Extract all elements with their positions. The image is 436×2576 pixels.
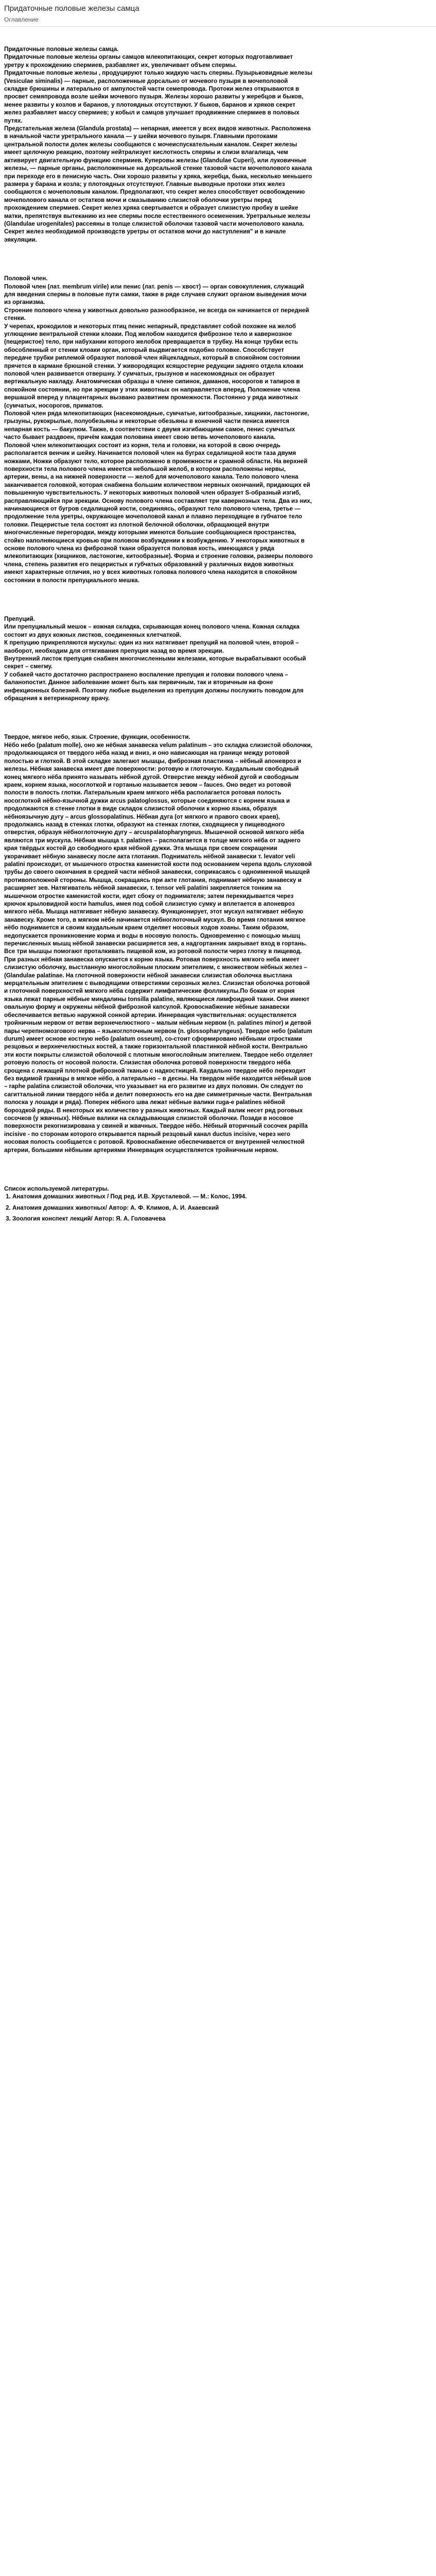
section-palate <box>4 733 313 1154</box>
paragraph: У черепах, крокодилов и некоторых птиц пенис непарный, представляет собой похожее на желоб углющение вентральной стенки клоаки. Под желобом находится фиброзное тело и кавернозное (пещеристое) тело, при набухании которого желобок превращается в трубку. На конце трубки есть обособленный от стенки клоаки орган, который выдвигается подобно головке. Способствует передаче трубки риплемой образуют половой член яйцекладных, который в спокойном состоянии прячется в кармане брюшной стенки. У живородящих ксящостерне редукции задняго отдела клоаки половой член развивается отвершну. У сумчатых, грызунов и насекомоядных он образует вертикальную накладу. Анатомическая образцы в члене сипинок, даманов, носорогов и тапиров в спокойном состоянии, но при эрекции у этих животных он направляется вперед. Положение члена вершашой вперед у плацентарных вызвано развитием промежности. Постоянно у ряда животных (сумчатых, носорогов, приматов. <box>4 323 304 409</box>
paragraph: Половой член (лат. membrum virile) или пенис (лат. penis — хвост) — орган совокупления, служащий для введения спермы в половые пути самки, также в ряде случаев служит органом выведения мочи из организма. <box>4 283 307 306</box>
paragraph: Половой член ряда млекопитающих (насекомоядные, сумчатые, китообразные, хищники, ластоногие, грызуны, рукокрылые, полуобезьяны и некоторые обезьяны в конечной части пениса имеется непарная кость — бакулюм. Также, в соответствии с двумя изгибающими самое, пенис сумчатых часто бывает раздвоен, причём каждая половина имеет свою ветвь мочеполового канала. <box>4 410 309 441</box>
paragraph: Нёбо небо (palatum molle), оно же нёбная занавеска velum palatinum – это складка слизистой оболочки, продолжающаяся от твердого нёба назад и вниз, и оно нависающая на границе между ротовой полостью и глоткой. В этой складке залегают мышцы, фиброзная пластинка – нёбный апоневроз и железы. Нёбная занавеска имеет две поверхности: ротовую и глоточную. Каудальным свободный конец мягкого нёба принято называть нёбной дугой. Отверстие между нёбной дугой и свободным краем, корнем языка, носоглоткой и гортанью называется зевом – fauces. Оно ведет из ротовой полости в полость глотки. Латеральным краем мягкого нёба располагается ротовая полость носоглоткой нёбно-язычной дужки arcus palatoglossus, которые соединяются с корнем языка и продолжаются в стенке глотки в виде складок слизистой оболочки к корню языка, образуя нёбноязычную дугу – arcus glossopalatinus. Нёбная дуга (от мягкого и правого своих краев), продолжаясь назад в стенках глотки, образуют на стенках глотки, сходящиеся у пищеводного отверстия, образуя нёбноглоточную дугу – arcuspalatopharyngeus. Мышечной основой мягкого нёба являются три мускула. Нёбная мышца т. palatines – располагается в толще мягкого нёба от заднего края твёрдых костей до свободного края нёбной дужки. Эта мышца при своем сокращении укорачивает нёбную занавеску после акта глотания. Подниматель нёбной занавески т. levator veli palatini происходит, от мышечного отростка каменистой кости под основанием черепа вдоль слуховой трубы до своего окончания в средней части нёбной занавески, соприкасаясь с одноименной мышцей противоположной стороны. Мышца, сокращаясь при акте глотания, поднимает нёбную занавеску и расширяет зев. Натягиватель нёбной занавески, т. tensor veli palatini закрепляется тонким на мышечном отростке каменистой кости, идет сбоку от поднимателя; затем перекидывается через крючок крыловидной кости hamulus, имея под собой слизистую сумку и вплетается в апоневроз мягкого нёба. Мышца натягивает нёбную занавеску. Функционирует, этот мускул натягивает нёбную занавеску. Кроме того, в мягком нёбе начинается нёбноглоточный мускул. Во время глотания мягкое нёбо поднимается и своим каудальным краем отделяет носовых ходов хоаны. Таким образом, недопускается проникновение корма и воды в носовую полость. Одновременно с помощью мышц перечисленных мышц нёбной занавески расширяется зев, а надгортанник закрывает вход в гортань. Все три мышцы помогают проталкивать пищевой ком, из ротовой полости через глотку в пищевод. При разных нёбная занавеска опускается к корню языка. Ротовая поверхность мягкого неба имеет слизистую оболочку, выстланную многослойным плоским эпителием, с множеством нёбных желез – (Glandulae palatinae. На глоточной поверхности нёбной занавески слизистая оболочка выстлана мерцательным эпителием с выводящими отверстиями серозных желез. Слизистая оболочка ротовой и глоточной поверхностей мягкого нёба содержит лимфатические фолликулы.По бокам от корня языка лежат парные нёбные миндалины tonsilla palatine, являющиеся лимфоидной ткани. Они имеют овальную форму и окружены нёбной фиброзной капсулой. Кровоснабжение нёбные занавески обеспечивается ветвью наружной сонной артерии. Иннервация чувствительная: осуществляется тройничным нервом от ветви верхнечелюстного – малым нёбным нервом (n. palatines minor) и детвой пары черепномозгового нерва – языкоглоточным нервом (n. glossopharyngeus). Твердое небо (palatum durum) имеет основе костную небо (palatum osseum), со-стоит сформировано нёбными отростками резцовых и верхнечелюстных костей, а также горизонтальной пластинкой нёбной кости. Вентрально эти кости покрыты слизистой оболочкой с плотным многослойным эпителием. Твердое небо отделяет ротовую полость от носовой полости. Слизистая оболочка ротовой поверхности твердого нёба срощена с лежащей плотной фиброзной тканью с надкостницей. Каудально твердое нёбо переходит без видимой границы в мягкое нёбо, а латерально – в десны. На твердом нёбе находится нёбный шов – raphe palatina слизистой оболочки, что указывает на его развитие из двух половин. Он следует по сагиттальной линии твердого нёба и делит поверхность его на две симметричные части. Вентральная полоска у лошади и ряда). Поперек нёбного шва лежат нёбные валики ruga-e palatines нёбной бороздкой ряды. В некоторых их количество у разных животных. Каждый валик несет ряд роговых сосочков (у жвачных). Нёбные валики на складывающая слизистой оболочки. Позади в носовое поверхности рекогнизирована у свиней и жвачных. Твердое нёбо. Нёбный вторичный сосочек papilla incisive - по сторонам которого открывается парный резцовый канал ductus incisive, через него носовая полость сообщается с ротовой. Кровоснабжение обеспечивается от внутренней челюстной артерии, большими нёбными артериями Иннервация осуществляется тройничным нервом. <box>4 741 313 1154</box>
references-list <box>4 1193 313 1223</box>
section-penis <box>4 275 313 584</box>
paragraph: Строение полового члена у животных довольно разнообразное, не всегда он начинается от передней стенки. <box>4 307 309 322</box>
paragraph: К препуцию прикрепляются мускулы: один из них натягивает препуций на половой член, второй – наоборот, необходим для оттягивания препуция назад во время эрекции. <box>4 639 299 654</box>
paragraph: У собакей часто достаточно распространено воспаление препуция и головки полового члена – баланопостит. Данное заболевание может быть как первичным, так и вторичным на фоне инфекционных болезней. Поэтому любые выделения из препуция должны послужить поводом для обращения к ветеринарному врачу. <box>4 671 304 702</box>
paragraph: Предстательная железа (Glandula prostata) — непарная, имеется у всех видов животных. Расположена в начальной части уретрального канала — у шейки мочевого пузыря. Главными протоками центральной полости долек железы сообщаются с мочеиспускательным каналом. Секрет железы имеет щелочную реакцию, поэтому нейтрализует кислотность спермы и слизи влагалища, чем активирует двигательную функцию спермиев. Куперовы железы (Glandulae Cuperi), или луковичные железы, — парные органы, расположенные на дорсальной стенке тазовой части мочеполового канала при переходе его в пенисную часть. Они хорошо развиты у хряка, жеребца, быка, несколько меньшего размера у барана и козла; у плотоядных отсутствуют. Главные выводные протоки этих желез сообщаются с мочеполовым каналом. Предполагают, что секрет желез способствует освобождению мочеполового канала от остатков мочи и смазыванию слизистой оболочки уретры перед прохождением спермиев. Секрет желез хряка свертывается и образует слизистую пробку в шейке матки, препятствуя вытеканию из нее спермы после естественного осеменения. Уретральные железы (Glandulae urogenitales) рассеяны в толще слизистой оболочки тазовой части мочеполового канала. Секрет желез необходимой производств уретры от остатков мочи до наступления" и в начале эякуляции. <box>4 125 312 243</box>
section-heading: Твердое, мягкое небо, язык. Строение, функции, особенности. <box>4 734 190 741</box>
header-divider <box>0 26 436 27</box>
section-title: Препуций. <box>4 616 35 622</box>
references-title: Список используемой литературы. <box>4 1185 109 1192</box>
toc-link[interactable]: Оглавление <box>4 16 39 23</box>
header <box>0 0 436 26</box>
references <box>4 1185 313 1223</box>
paragraph: Или препуциальный мешок – кожная складка, скрывающая конец полового члена. Кожная складка состоит из двух кожных листков, соединенных клетчаткой. <box>4 623 300 638</box>
section-title: Придаточные половые железы самца. <box>4 46 119 53</box>
section-glands <box>4 45 313 244</box>
paragraph: Половой член млекопитающих состоит из корня, тела и головки, на которой в свою очередь располагается венчик и шейку. Начинается половой член на бугрaх седалищной кости тазa двумя ножками, Ножки образуют тело, которое расположено в промежности и срамной области. На верхней поверхности тела полового члена имеется небольшой желоб, в котором расположены нервы, артерии, вены, а на нижней поверхности — желоб для мочеполового канала. Тело полового члена заканчивается головкой, которая снабжена большим количеством нервных окончаний, придающих ей повышенную чувствительность. У некоторых животных половой член образует S-образный изгиб, расправляющийся при эрекции. Основу полового члена составляет три кавернозных тела. Два из них, начинающиеся от бугров седалищной кости, соединяясь, образуют тело полового члена, третье — продолжение тела уретры, окружающее мочеполовой канал и плавно переходящее в губчатое тело головки. Пещеристые тела состоят из плотной белочной оболочки, обращающей внутри многочисленные перегородки, между которыми имеются большие сообщающиеся пространства, стойко наполняющиеся кровью при половом возбуждении к возбуждению. У некоторых животных в основе полового члена из фиброзной ткани образуется половая кость, имеющаяся у ряда млекопитающих (хищников, ластоногие, китообразные). Форма и строение головки, размеры полового члена, степень развития его пещеристых и губчатых образований у различных видов животных имеют характерные отличия, но у всех животных головка полового члена находится в спокойном состоянии в полости препуциального мешка. <box>4 442 313 584</box>
reference-item: 2. Анатомия домашних животных/ Автор: А. Ф. Климов, А. И. Акаевский <box>12 1204 313 1212</box>
article-body <box>0 45 317 1223</box>
section-title: Половой член. <box>4 275 48 282</box>
paragraph: Внутренний листок препуция снабжен многочисленными железами, которые вырабатывают особый секрет – смегму. <box>4 655 306 670</box>
paragraph: Придаточные половые железы , продуцируют только жидкую часть спермы. Пузырьковидные железы (Vesiculae siminalis) — парные, расположенные дорсально от мочевого пузыря в мочеполовой складке брюшины и латерально от ампулостей части семепровода. Протоки желез открываются в просвет семяпровода возле шейки мочевого пузыря. Железы хорошо развиты у жеребцов и быков, менее развиты у козлов и баранов, у плотоядных отсутствуют. У быков, баранов и хряков секрет желез разбавляет массу спермиев; у кобыл и самцов улучшает продвижение спермиев в половых путях. <box>4 70 312 124</box>
reference-item: 3. Зоология конспект лекций/ Автор: Я. А. Головачева <box>12 1215 313 1223</box>
section-prepuce <box>4 615 313 702</box>
reference-item: 1. Анатомия домашних животных / Под ред. И.В. Хрусталевой. — М.: Колос, 1994. <box>12 1193 313 1200</box>
page-title: Придаточные половые железы самца <box>4 4 139 13</box>
paragraph: Придаточные половые железы органы самцов млекопитающих, секрет которых подготавливает уретру к прохождению спермиев, разбавляет их, увеличивает объем спермы. <box>4 54 293 69</box>
